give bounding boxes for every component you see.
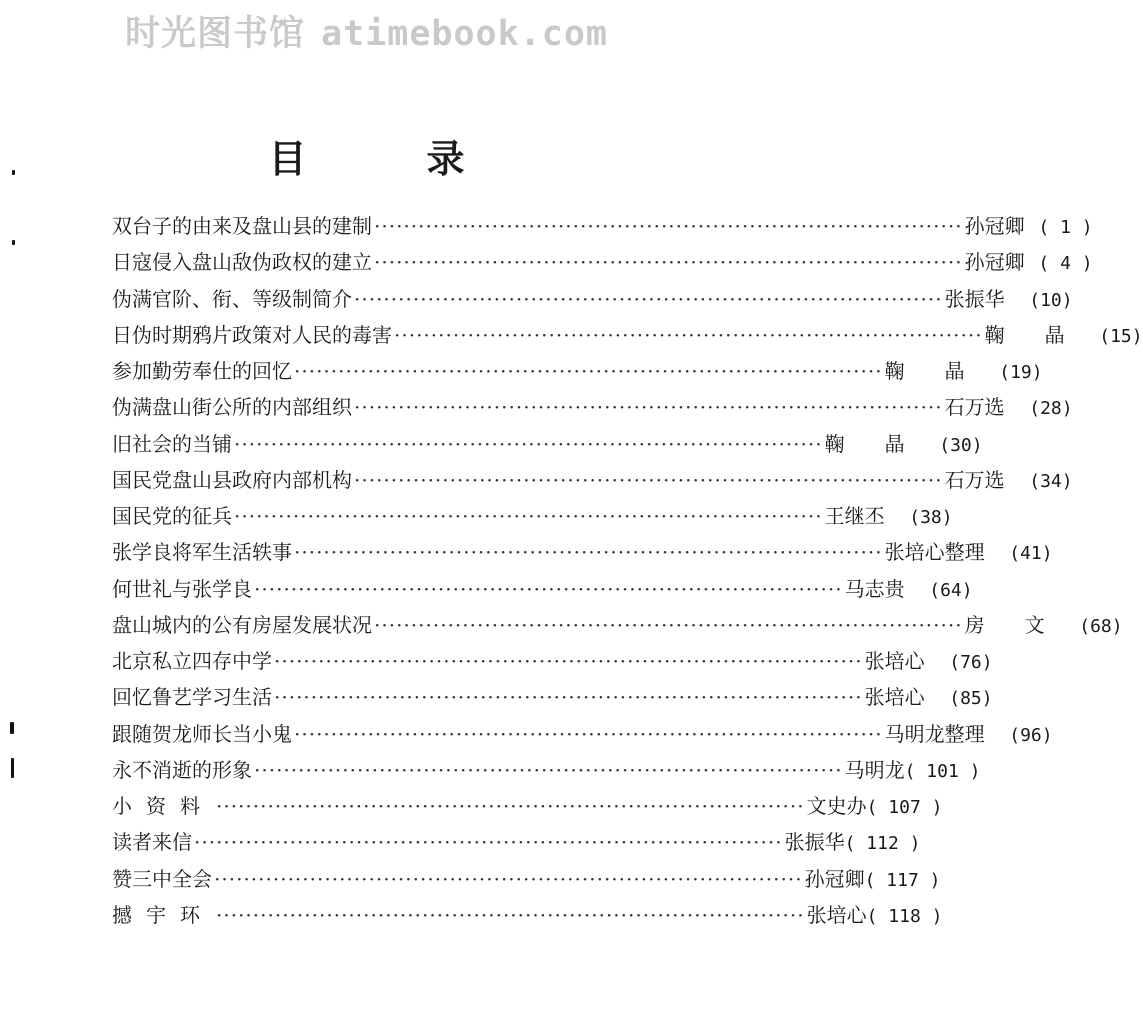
entry-title: 双台子的由来及盘山县的建制 [112, 214, 372, 238]
entry-author: 张培心 [864, 649, 925, 673]
entry-author: 鞠 晶 [824, 431, 915, 456]
entry-title: 北京私立四存中学 [112, 649, 272, 673]
entry-title: 日寇侵入盘山敌伪政权的建立 [112, 250, 372, 275]
toc-entry [112, 355, 1043, 391]
entry-page-number: ( 112 ) [844, 833, 921, 855]
entry-author: 马明龙整理 [884, 721, 985, 746]
entry-author: 石万选 [944, 467, 1005, 492]
dot-leader: ················································································ [294, 359, 883, 383]
entry-page-number: (10) [1029, 289, 1073, 311]
entry-author: 张培心 [806, 902, 867, 927]
toc-entry [112, 899, 943, 935]
entry-author: 房 文 [964, 612, 1055, 637]
entry-page-number: ( 118 ) [866, 905, 943, 927]
toc-entry [112, 790, 943, 826]
dot-leader: ················································································ [254, 576, 843, 601]
dot-leader: ················································································ [274, 685, 863, 710]
dot-leader: ················································································ [374, 612, 963, 637]
entry-title: 日伪时期鸦片政策对人民的毒害 [112, 322, 392, 347]
entry-author: 孙冠卿 [964, 214, 1025, 238]
dot-leader: ················································································ [374, 250, 963, 275]
entry-page-number: (19) [999, 362, 1043, 383]
entry-title: 参加勤劳奉仕的回忆 [112, 359, 292, 383]
entry-title: 张学良将军生活轶事 [112, 540, 292, 565]
entry-author: 张振华 [944, 286, 1005, 311]
entry-author: 张振华 [784, 830, 845, 855]
entry-title: 盘山城内的公有房屋发展状况 [112, 612, 372, 637]
entry-page-number: (85) [949, 688, 993, 710]
entry-page-number: ( 4 ) [1038, 253, 1093, 275]
toc-entry [112, 391, 1073, 427]
entry-author: 文史办 [806, 794, 867, 818]
entry-author: 孙冠卿 [964, 250, 1025, 275]
toc-entry [112, 609, 1123, 645]
entry-title: 读者来信 [112, 830, 192, 855]
toc-entry [112, 826, 921, 862]
dot-leader: ················································································ [354, 286, 943, 311]
toc-entry [112, 319, 1143, 355]
page-title: 目录 [268, 137, 585, 181]
entry-title: 跟随贺龙师长当小鬼 [112, 721, 292, 746]
entry-author: 鞠 晶 [884, 359, 975, 383]
dot-leader: ················································································ [234, 504, 823, 528]
dot-leader: ················································································ [354, 395, 943, 420]
dot-leader: ················································································ [216, 794, 805, 818]
toc-entry [112, 428, 983, 464]
entry-title: 国民党盘山县政府内部机构 [112, 467, 352, 492]
entry-author: 王继丕 [824, 504, 885, 528]
entry-title: 旧社会的当铺 [112, 431, 232, 456]
margin-mark [11, 758, 14, 778]
dot-leader: ················································································ [254, 757, 843, 782]
dot-leader: ················································································ [394, 322, 983, 347]
margin-mark [12, 240, 15, 245]
entry-author: 马志贵 [844, 576, 905, 601]
toc-entry [112, 210, 1093, 246]
entry-title: 国民党的征兵 [112, 504, 232, 528]
entry-title: 撼宇环 [112, 902, 214, 927]
entry-title: 何世礼与张学良 [112, 576, 252, 601]
entry-title: 回忆鲁艺学习生活 [112, 685, 272, 710]
entry-page-number: (28) [1029, 398, 1073, 420]
entry-title: 伪满盘山街公所的内部组织 [112, 395, 352, 420]
entry-author: 张培心 [864, 685, 925, 710]
entry-author: 张培心整理 [884, 540, 985, 565]
toc-entry [112, 283, 1073, 319]
toc-entry [112, 500, 953, 536]
dot-leader: ················································································ [216, 902, 805, 927]
entry-author: 孙冠卿 [804, 866, 865, 891]
entry-author: 鞠 晶 [984, 322, 1075, 347]
entry-author: 石万选 [944, 395, 1005, 420]
toc-entry [112, 645, 993, 681]
dot-leader: ················································································ [234, 431, 823, 456]
entry-page-number: (38) [909, 507, 953, 528]
entry-page-number: (64) [929, 579, 973, 601]
entry-page-number: (30) [939, 434, 983, 456]
table-of-contents [112, 210, 1143, 935]
toc-entry [112, 573, 973, 609]
entry-page-number: (68) [1079, 615, 1123, 637]
watermark [0, 6, 733, 56]
toc-entry [112, 536, 1053, 572]
entry-page-number: (96) [1009, 724, 1053, 746]
toc-entry [112, 863, 941, 899]
entry-page-number: ( 1 ) [1038, 217, 1093, 238]
entry-page-number: (15) [1099, 325, 1143, 347]
entry-title: 伪满官阶、衔、等级制简介 [112, 286, 352, 311]
toc-entry [112, 464, 1073, 500]
dot-leader: ················································································ [294, 540, 883, 565]
entry-page-number: (76) [949, 652, 993, 673]
entry-page-number: ( 107 ) [866, 797, 943, 818]
dot-leader: ················································································ [194, 830, 783, 855]
margin-mark [10, 722, 14, 734]
entry-title: 永不消逝的形象 [112, 757, 252, 782]
toc-entry [112, 246, 1093, 282]
dot-leader: ················································································ [294, 721, 883, 746]
entry-page-number: ( 101 ) [904, 760, 981, 782]
entry-author: 马明龙 [844, 757, 905, 782]
toc-entry [112, 681, 993, 717]
dot-leader: ················································································ [374, 214, 963, 238]
entry-page-number: (41) [1009, 543, 1053, 565]
dot-leader: ················································································ [354, 467, 943, 492]
dot-leader: ················································································ [214, 866, 803, 891]
dot-leader: ················································································ [274, 649, 863, 673]
entry-page-number: ( 117 ) [864, 869, 941, 891]
watermark-cn: 时光图书馆 [125, 14, 306, 54]
toc-entry [112, 754, 981, 790]
entry-title: 赞三中全会 [112, 866, 212, 891]
entry-page-number: (34) [1029, 470, 1073, 492]
watermark-en: atimebook.com [321, 14, 608, 54]
entry-title: 小资料 [112, 794, 214, 818]
toc-entry [112, 718, 1053, 754]
